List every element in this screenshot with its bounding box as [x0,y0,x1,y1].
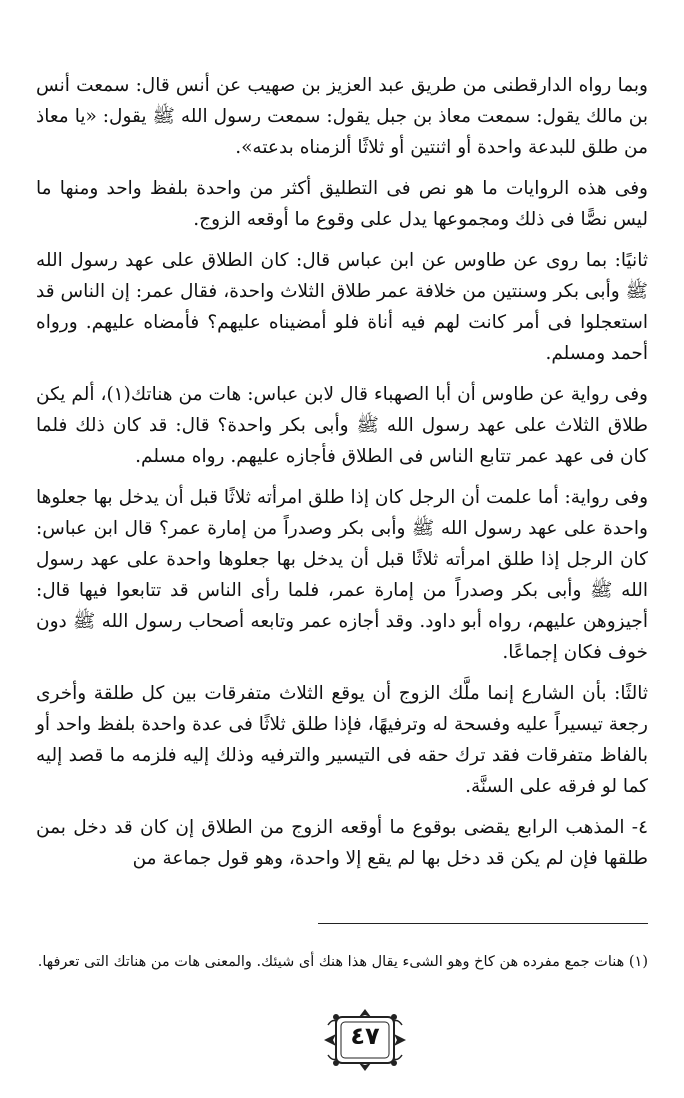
paragraph-1: وبما رواه الدارقطنى من طريق عبد العزيز بن صهيب عن أنس قال: سمعت أنس بن مالك يقول: سمعت معاذ بن جبل يقول: سمعت رسول الله ﷺ يقول: «يا معاذ من طلق للبدعة واحدة أو اثنتين أو ثلاثًا ألزمناه بدعته». [36,75,648,158]
paragraph-2: وفى هذه الروايات ما هو نص فى التطليق أكثر من واحدة بلفظ واحد ومنها ما ليس نصًّا فى ذلك ومجموعها يدل على وقوع ما أوقعه الزوج. [36,178,648,230]
paragraph-7: ٤- المذهب الرابع يقضى بوقوع ما أوقعه الزوج من الطلاق إن كان قد دخل بمن طلقها فإن لم يكن قد دخل بها لم يقع إلا واحدة، وهو قول جماعة من [36,817,648,869]
paragraph-6: ثالثًا: بأن الشارع إنما ملَّك الزوج أن يوقع الثلاث متفرقات بين كل طلقة وأخرى رجعة تيسيراً عليه وفسحة له وترفيهًا، فإذا طلق ثلاثًا فى عدة واحدة بلفظ واحد أو بالفاظ متفرقات فقد ترك حقه فى التيسير والترفيه وذلك إليه فلزمه ما قصد إليه كما لو فرقه على السنَّة. [36,683,648,797]
footnote-divider [318,923,648,924]
footnote: (١) هنات جمع مفرده هن كاخ وهو الشىء يقال هذا هنك أى شيئك. والمعنى هات من هناتك التى تعرفها. [37,953,648,970]
main-text [36,70,648,884]
page-number-ornament [322,1007,408,1073]
paragraph-4: وفى رواية عن طاوس أن أبا الصهباء قال لابن عباس: هات من هناتك(١)، ألم يكن طلاق الثلاث على عهد رسول الله ﷺ وأبى بكر واحدة؟ قال: قد كان ذلك فلما كان فى عهد عمر تتابع الناس فى الطلاق فأجازه عليهم. رواه مسلم. [36,384,648,467]
paragraph-5: وفى رواية: أما علمت أن الرجل كان إذا طلق امرأته ثلاثًا قبل أن يدخل بها جعلوها واحدة على عهد رسول الله ﷺ وأبى بكر وصدراً من إمارة عمر؟ قال ابن عباس: كان الرجل إذا طلق امرأته ثلاثًا قبل أن يدخل بها جعلوها واحدة على عهد رسول الله ﷺ وأبى بكر وصدراً من إمارة عمر، فلما رأى الناس قد تتابعوا فيها قال: أجيزوهن عليهم، رواه أبو داود. وقد أجازه عمر وتابعه أصحاب رسول الله ﷺ دون خوف فكان إجماعًا. [36,487,648,663]
page-number: ٤٧ [350,1022,380,1050]
paragraph-3: ثانيًا: بما روى عن طاوس عن ابن عباس قال: كان الطلاق على عهد رسول الله ﷺ وأبى بكر وسنتين من خلافة عمر طلاق الثلاث واحدة، فقال عمر: إن الناس قد استعجلوا فى أمر كانت لهم فيه أناة فلو أمضيناه عليهم؟ فأمضاه عليهم. ورواه أحمد ومسلم. [36,250,648,364]
